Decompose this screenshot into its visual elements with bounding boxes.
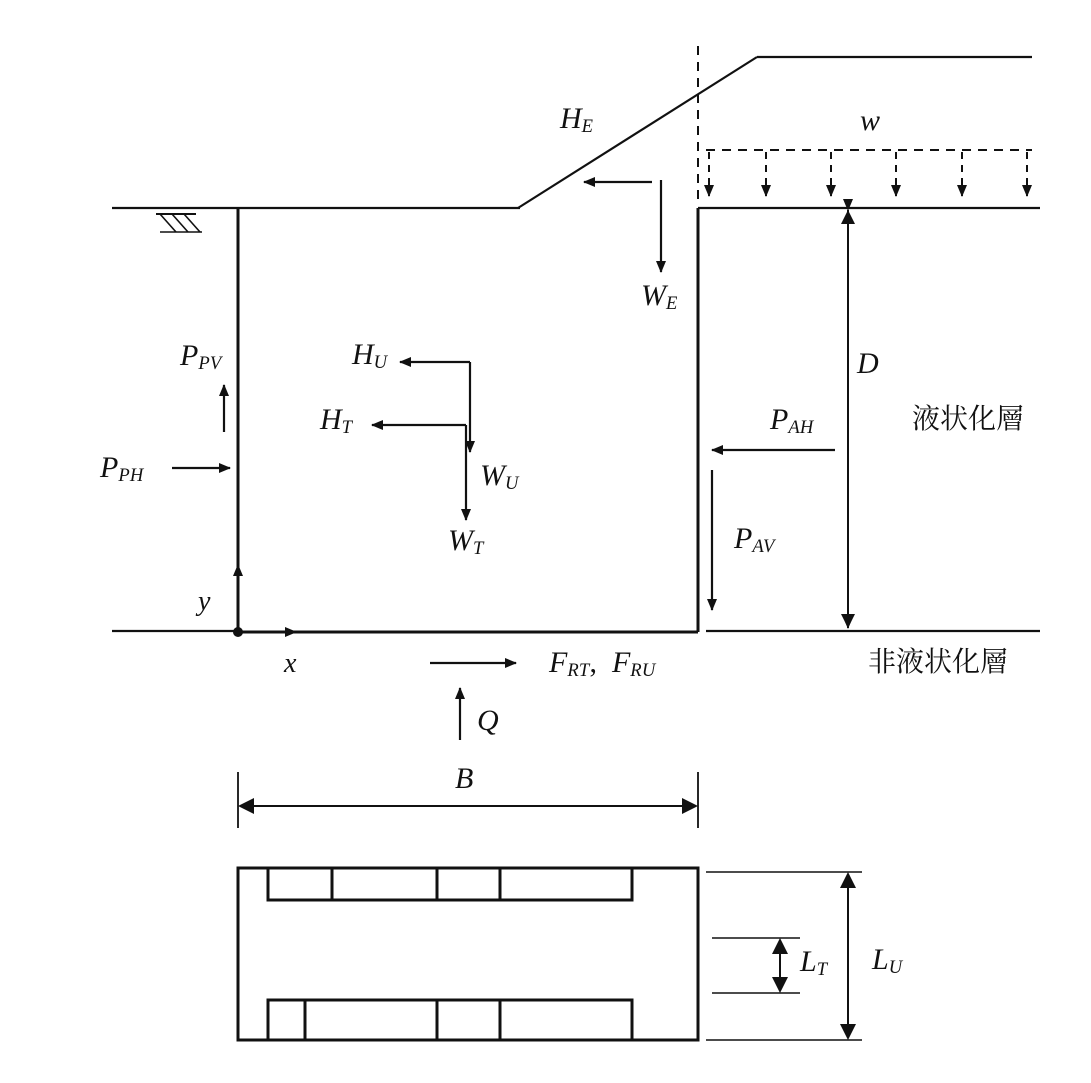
- label-nonliquefied-layer: 非液状化層: [868, 645, 1009, 678]
- label-x-axis: x: [284, 648, 297, 679]
- label-d-depth: D: [857, 347, 879, 380]
- label-hu: $H_U$: [352, 338, 388, 374]
- label-frt-fru: $F_{RT}$, $F_{RU}$: [549, 646, 656, 682]
- label-q: Q: [477, 704, 499, 737]
- label-b-width: B: [455, 762, 474, 795]
- label-he: $H_E$: [560, 102, 594, 138]
- label-wu: $W_U$: [480, 459, 519, 495]
- label-pav: $P_{AV}$: [734, 522, 775, 558]
- label-lu: $L_U$: [872, 943, 903, 979]
- label-wt: $W_T$: [448, 524, 484, 560]
- label-lt: $L_T$: [800, 945, 828, 981]
- label-ht: $H_T$: [320, 403, 353, 439]
- label-pah: $P_{AH}$: [770, 403, 814, 439]
- label-w-surcharge: w: [860, 104, 881, 137]
- label-liquefied-layer: 液状化層: [912, 402, 1025, 435]
- label-pph: $P_{PH}$: [100, 451, 144, 487]
- label-ppv: $P_{PV}$: [180, 339, 222, 375]
- label-we: $W_E$: [641, 279, 678, 315]
- label-y-axis: y: [198, 586, 211, 617]
